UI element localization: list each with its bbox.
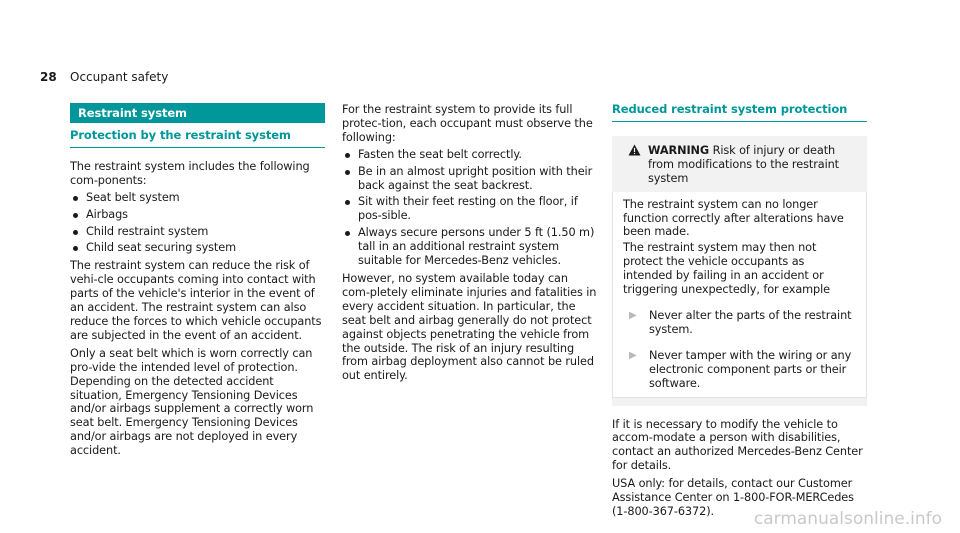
list-item: Always secure persons under 5 ft (1.50 m) tall in an additional restraint system suitable for Mercedes-Benz vehicles. <box>342 226 597 268</box>
rules-list <box>342 148 597 268</box>
warning-title: Risk of injury or death from modifications to the restraint system <box>648 143 839 185</box>
list-item: Child seat securing system <box>70 241 325 255</box>
section-title: Occupant safety <box>70 70 169 84</box>
list-item: Seat belt system <box>70 191 325 205</box>
component-list <box>70 191 325 256</box>
page-header <box>40 70 168 86</box>
list-item: Sit with their feet resting on the floor, if pos-sible. <box>342 195 597 223</box>
paragraph: The restraint system can reduce the risk of vehi-cle occupants coming into contact with parts of the vehicle's interior in the event of an accident. The restraint system can also reduce the forces to which vehicle occupants are subjected in the event of an accident. <box>70 259 322 342</box>
sub-heading: Protection by the restraint system <box>70 129 325 148</box>
watermark: carmanualsonline.info <box>753 509 942 529</box>
column-middle <box>342 103 597 383</box>
warning-label: WARNING <box>648 143 710 157</box>
intro-text: For the restraint system to provide its full protec-tion, each occupant must observe the following: <box>342 103 593 144</box>
paragraph: The restraint system can no longer function correctly after alterations have been made. <box>623 197 844 239</box>
list-item: Airbags <box>70 208 325 222</box>
paragraph: USA only: for details, contact our Customer Assistance Center on 1-800-FOR-MERCedes (1-800-367-6372). <box>612 477 854 518</box>
arrow-right-icon: ▶ <box>629 309 637 321</box>
action-text: Never alter the parts of the restraint system. <box>649 308 852 336</box>
action-item <box>623 309 856 337</box>
warning-box <box>612 136 867 406</box>
paragraph: The restraint system may then not protect the vehicle occupants as intended by failing in an accident or triggering unexpectedly, for example <box>623 241 831 297</box>
column-left <box>70 103 325 458</box>
list-item: Fasten the seat belt correctly. <box>342 148 597 162</box>
section-heading-bar: Restraint system <box>70 103 325 123</box>
warning-text <box>648 144 857 186</box>
column-right <box>612 103 867 519</box>
warning-header <box>612 136 867 186</box>
paragraph: However, no system available today can com-pletely eliminate injuries and fatalities in every accident situation. In particular, the seat belt and airbag generally do not protect against objects penetrating the vehicle from the outside. The risk of an injury resulting from airbag deployment also cannot be ruled out entirely. <box>342 271 597 383</box>
arrow-right-icon: ▶ <box>629 349 637 361</box>
list-item: Child restraint system <box>70 225 325 239</box>
warning-triangle-icon <box>628 144 648 186</box>
warning-body <box>612 192 867 398</box>
action-text: Never tamper with the wiring or any electronic component parts or their software. <box>649 348 852 390</box>
list-item: Be in an almost upright position with their back against the seat backrest. <box>342 165 597 193</box>
paragraph: Only a seat belt which is worn correctly can pro-vide the intended level of protection. Depending on the detected accident situation, Emergency Tensioning Devices and/or airbags supplement a correctly worn seat belt. Emergency Tensioning Devices and/or airbags are not deployed in every accident. <box>70 346 314 458</box>
intro-text: The restraint system includes the following com-ponents: <box>70 159 310 187</box>
paragraph: If it is necessary to modify the vehicle to accom-modate a person with disabilities, contact an authorized Mercedes-Benz Center for details. <box>612 417 863 473</box>
action-item <box>623 349 856 391</box>
page-number: 28 <box>40 70 57 84</box>
sub-heading: Reduced restraint system protection <box>612 103 867 122</box>
